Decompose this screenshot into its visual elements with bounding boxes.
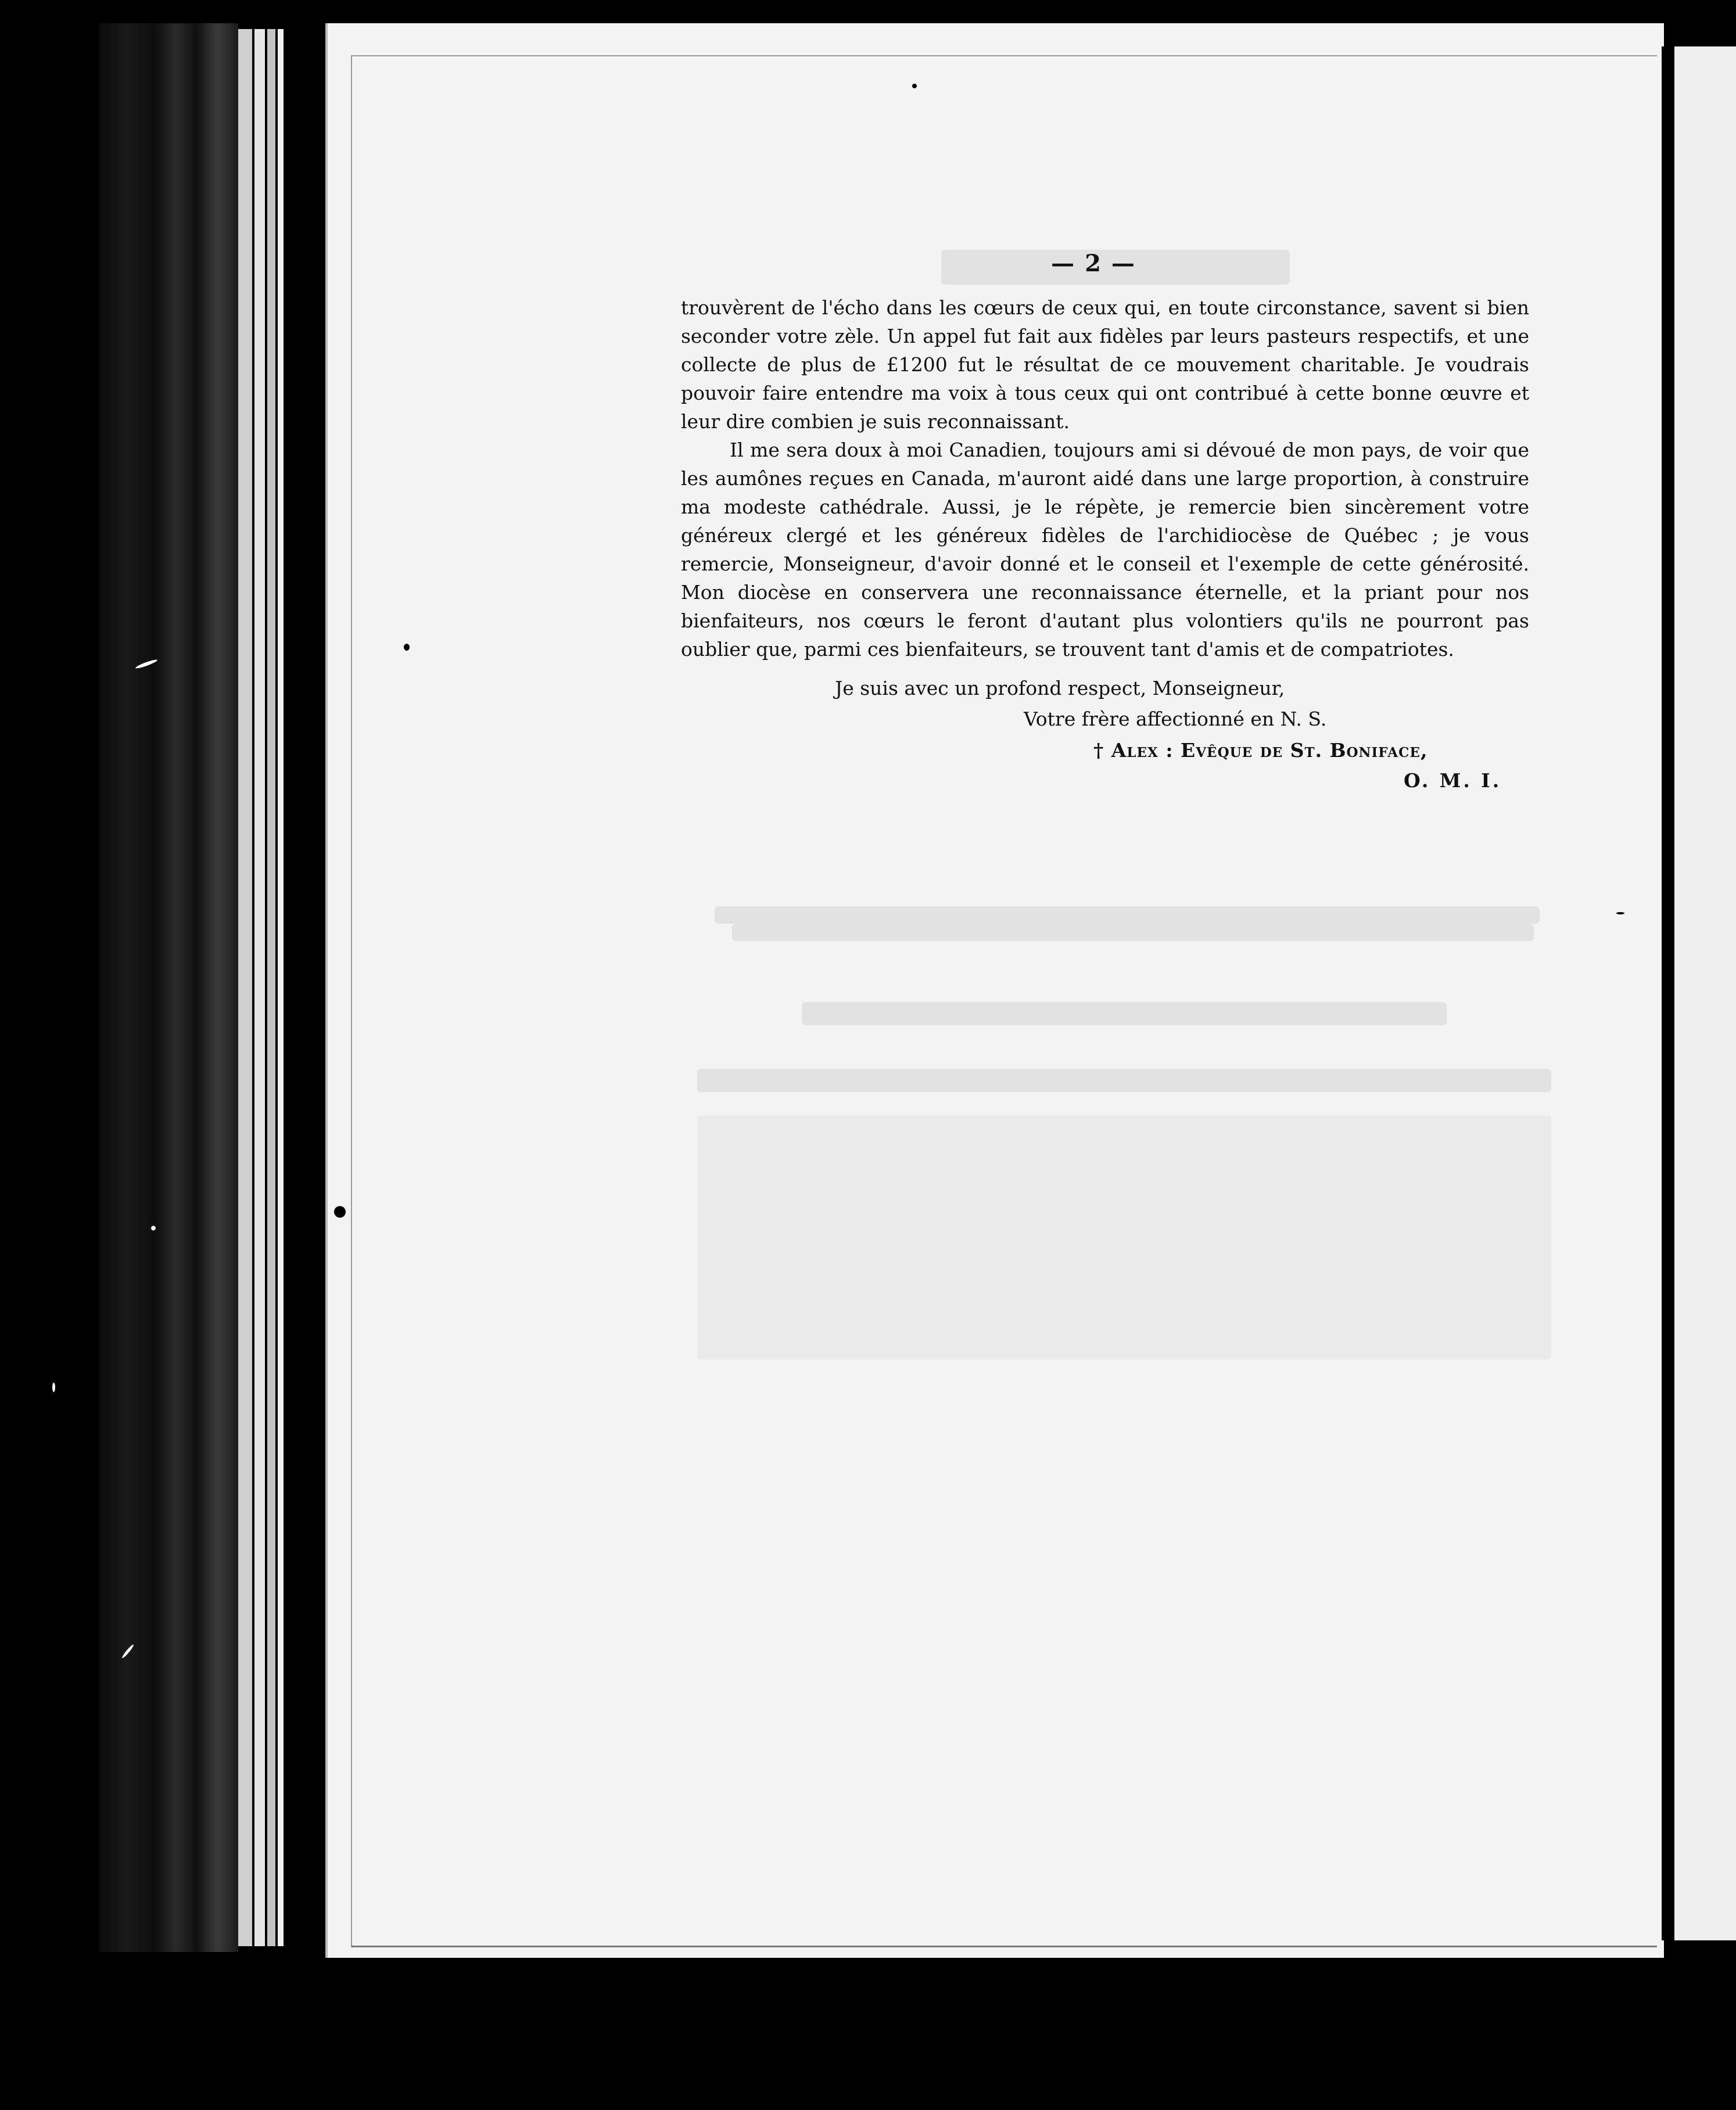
scan-speck — [52, 1383, 55, 1392]
bleed-through — [732, 924, 1534, 941]
scan-speck — [1616, 912, 1624, 914]
scan-speck — [404, 644, 410, 651]
book-binding — [99, 23, 238, 1952]
scan-speck — [151, 1226, 156, 1230]
bleed-through — [697, 1115, 1551, 1359]
closing-line: Je suis avec un profond respect, Monseigneur, — [835, 677, 1285, 699]
religious-order: O. M. I. — [1404, 769, 1502, 792]
scan-speck — [334, 1206, 346, 1218]
bleed-through — [802, 1002, 1447, 1025]
signature: † Alex : Evêque de St. Boniface, — [1093, 739, 1428, 762]
page-stack-edge — [267, 29, 275, 1946]
paragraph-1: trouvèrent de l'écho dans les cœurs de ceux qui, en toute circonstance, savent si bien seconder votre zèle. Un appel fut fait aux fidèles par leurs pasteurs respectifs, et une collecte de plus de £1200 fut le résultat de ce mouvement charitable. Je voudrais pouvoir faire entendre ma voix à tous ceux qui ont contribué à cette bonne œuvre et leur dire combien je suis reconnaissant. — [681, 296, 1529, 433]
paragraph-2: Il me sera doux à moi Canadien, toujours ami si dévoué de mon pays, de voir que les aumônes reçues en Canada, m'auront aidé dans une large proportion, à construire ma modeste cathédrale. Aussi, je le répète, je remercie bien sincèrement votre généreux clergé et les généreux fidèles de l'archidiocèse de Québec ; je vous remercie, Monseigneur, d'avoir donné et le conseil et l'exemple de cette générosité. Mon diocèse en conservera une reconnaissance éternelle, et la priant pour nos bienfaiteurs, nos cœurs le feront d'autant plus volontiers qu'ils ne pourront pas oublier que, parmi ces bienfaiteurs, se trouvent tant d'amis et de compatriotes. — [681, 439, 1529, 661]
letter-body — [681, 250, 1529, 796]
page-gutter — [1662, 46, 1674, 1940]
valediction: Votre frère affectionné en N. S. — [1024, 708, 1327, 730]
page-stack-edge — [278, 29, 284, 1946]
bleed-through — [697, 1069, 1551, 1092]
bleed-through — [715, 906, 1540, 924]
page-stack-edge — [238, 29, 252, 1946]
page-number: — 2 — — [1051, 250, 1136, 277]
page-stack-edge — [254, 29, 265, 1946]
scan-speck — [912, 84, 917, 88]
